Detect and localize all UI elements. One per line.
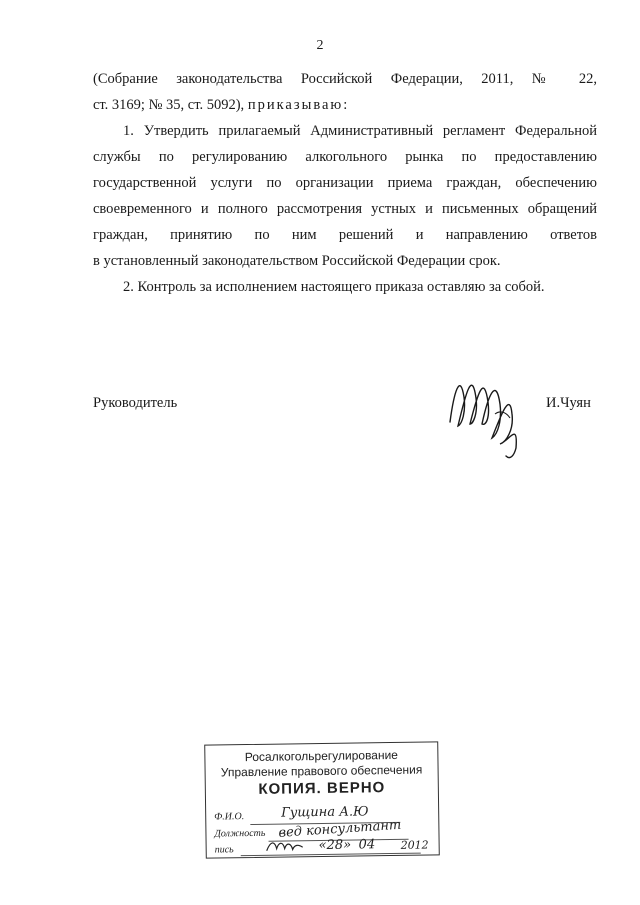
stamp-date-month: 04 xyxy=(358,837,376,853)
stamp-position-label: Должность xyxy=(214,827,266,840)
intro-paragraph xyxy=(93,66,597,118)
page-number: 2 xyxy=(316,38,324,53)
stamp-position-value: вед консультант xyxy=(278,817,402,841)
item-1-line: своевременного и полного рассмотрения устных и письменных обращений xyxy=(93,201,597,217)
item-1-line: в установленный законодательством Российской Федерации срок. xyxy=(93,253,501,269)
stamp-date-year: 2012 xyxy=(400,838,429,852)
item-1-line: государственной услуги по организации приема граждан, обеспечению xyxy=(93,175,597,191)
stamp-fio-value: Гущина А.Ю xyxy=(281,804,369,821)
intro-line-2-prefix: ст. 3169; № 35, ст. 5092), xyxy=(93,97,248,113)
intro-line-2 xyxy=(93,92,597,118)
stamp-date-day: «28» xyxy=(318,837,352,854)
copy-certified-stamp xyxy=(204,741,440,858)
handwritten-signature xyxy=(440,352,540,462)
item-1-line: службы по регулированию алкогольного рынка по предоставлению xyxy=(93,149,597,165)
stamp-fio-label: Ф.И.О. xyxy=(214,811,245,823)
item-1-paragraph xyxy=(93,118,597,274)
signer-title: Руководитель xyxy=(93,395,178,411)
stamp-department: Управление правового обеспечения xyxy=(220,762,423,780)
signer-name: И.Чуян xyxy=(546,395,591,411)
stamp-date-day-value: 28 xyxy=(326,837,344,853)
stamp-org: Росалкогольрегулирование xyxy=(244,747,399,765)
item-2-paragraph xyxy=(93,274,597,300)
item-2-line: 2. Контроль за исполнением настоящего приказа оставляю за собой. xyxy=(123,279,545,295)
stamp-signature-mark xyxy=(265,838,305,855)
intro-emphasis: приказываю: xyxy=(247,97,350,113)
stamp-title: КОПИЯ. ВЕРНО xyxy=(258,779,386,798)
item-1-line: граждан, принятию по ним решений и направлению ответов xyxy=(93,227,597,243)
intro-line-1: (Собрание законодательства Российской Федерации, 2011, № 22, xyxy=(93,71,597,87)
stamp-signature-label: пись xyxy=(214,844,234,856)
item-1-line: 1. Утвердить прилагаемый Административный регламент Федеральной xyxy=(123,123,597,139)
